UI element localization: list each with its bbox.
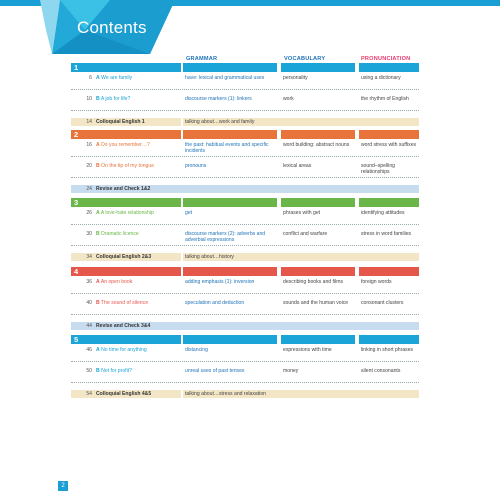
unit-bar-segment [359, 198, 419, 207]
unit-bar-segment [71, 198, 181, 207]
unit-bar-segment [281, 198, 355, 207]
row-divider [71, 293, 419, 294]
row-divider [71, 224, 419, 225]
unit-number: 3 [74, 198, 79, 207]
lesson-letter: A [96, 347, 100, 353]
lesson-title[interactable] [96, 142, 184, 148]
lesson-pronunciation: using a dictionary [361, 75, 401, 81]
lesson-title[interactable] [96, 210, 184, 216]
lesson-grammar: unreal uses of past tenses [185, 368, 245, 374]
unit-bar [71, 267, 419, 276]
unit-bar-segment [281, 130, 355, 139]
lesson-title[interactable] [96, 75, 184, 81]
unit-bar [71, 335, 419, 344]
lesson-title-text: A love-hate relationship [100, 210, 154, 216]
lesson-letter: B [96, 368, 100, 374]
colloquial-english-band[interactable] [71, 390, 419, 398]
lesson-grammar: pronouns [185, 163, 207, 169]
page-title: Contents [77, 18, 147, 37]
column-header-vocabulary: VOCABULARY [284, 56, 326, 62]
lesson-page: 46 [86, 347, 92, 353]
lesson-pronunciation: stress in word families [361, 231, 412, 237]
row-divider [71, 156, 419, 157]
unit-number: 5 [74, 335, 79, 344]
lesson-pronunciation: silent consonants [361, 368, 401, 374]
lesson-pronunciation: foreign words [361, 279, 392, 285]
lesson-title-text: Not for profit? [101, 368, 132, 374]
lesson-title-text: We are family [101, 75, 133, 81]
unit-bar-segment [281, 335, 355, 344]
lesson-title[interactable] [96, 279, 184, 285]
unit-bar-segment [183, 335, 277, 344]
unit-bar-segment [71, 335, 181, 344]
lesson-pronunciation: linking in short phrases [361, 347, 414, 353]
lesson-pronunciation: identifying attitudes [361, 210, 405, 216]
lesson-grammar: get [185, 210, 193, 216]
unit-bar-segment [71, 63, 181, 72]
band-description: talking about…work and family [185, 119, 255, 125]
colloquial-english-band[interactable] [71, 118, 419, 126]
lesson-letter: B [96, 163, 100, 169]
row-divider [71, 89, 419, 90]
lesson-vocabulary: describing books and films [283, 279, 344, 285]
lesson-grammar: discourse markers (1): linkers [185, 96, 252, 102]
unit-bar-segment [183, 267, 277, 276]
unit-bar-segment [281, 267, 355, 276]
row-divider [71, 382, 419, 383]
lesson-pronunciation: word stress with suffixes [361, 142, 417, 148]
lesson-title[interactable] [96, 96, 184, 102]
band-label: Revise and Check 1&2 [96, 186, 151, 192]
lesson-vocabulary: phrases with get [283, 210, 321, 216]
band-page: 24 [86, 186, 92, 192]
unit-bar [71, 63, 419, 72]
band-page: 54 [86, 391, 92, 397]
revise-check-band[interactable] [71, 322, 419, 330]
band-description: talking about…history [185, 254, 234, 260]
lesson-page: 40 [86, 300, 92, 306]
lesson-page: 6 [89, 75, 92, 81]
unit-bar-segment [71, 267, 181, 276]
lesson-pronunciation: consonant clusters [361, 300, 404, 306]
lesson-letter: A [96, 142, 100, 148]
unit-bar-segment [359, 63, 419, 72]
unit-bar-segment [359, 335, 419, 344]
lesson-page: 20 [86, 163, 92, 169]
row-divider [71, 314, 419, 315]
lesson-vocabulary: work [283, 96, 294, 102]
lesson-vocabulary: lexical areas [283, 163, 312, 169]
unit-bar [71, 198, 419, 207]
lesson-letter: B [96, 300, 100, 306]
unit-number: 2 [74, 130, 79, 139]
unit-bar-segment [183, 130, 277, 139]
lesson-vocabulary: personality [283, 75, 308, 81]
lesson-grammar: adding emphasis (1): inversion [185, 279, 255, 285]
unit-bar-segment [359, 267, 419, 276]
page-number: 2 [58, 481, 68, 491]
band-label: Colloquial English 4&5 [96, 391, 152, 397]
unit-bar-segment [183, 198, 277, 207]
row-divider [71, 245, 419, 246]
unit-bar-segment [281, 63, 355, 72]
lesson-vocabulary: sounds and the human voice [283, 300, 349, 306]
lesson-title[interactable] [96, 368, 184, 374]
lesson-title-text: The sound of silence [101, 300, 149, 306]
lesson-pronunciation: the rhythm of English [361, 96, 409, 102]
unit-bar-segment [183, 63, 277, 72]
lesson-title-text: Do you remember…? [101, 142, 150, 148]
header-banner [0, 0, 500, 54]
unit-number: 1 [74, 63, 79, 72]
lesson-title[interactable] [96, 163, 184, 169]
lesson-title[interactable] [96, 347, 184, 353]
lesson-title-text: On the tip of my tongue [101, 163, 155, 169]
unit-bar [71, 130, 419, 139]
band-page: 44 [86, 323, 92, 329]
lesson-page: 16 [86, 142, 92, 148]
lesson-vocabulary: conflict and warfare [283, 231, 328, 237]
band-description: talking about…stress and relaxation [185, 391, 266, 397]
colloquial-english-band[interactable] [71, 253, 419, 261]
lesson-title-text: No time for anything [101, 347, 147, 353]
unit-bar-segment [71, 130, 181, 139]
lesson-vocabulary: expressions with time [283, 347, 332, 353]
lesson-grammar: the past: habitual events and specific incidents [185, 142, 269, 155]
lesson-page: 10 [86, 96, 92, 102]
band-page: 34 [86, 254, 92, 260]
row-divider [71, 177, 419, 178]
lesson-letter: B [96, 231, 100, 237]
column-header-grammar: GRAMMAR [186, 56, 218, 62]
lesson-grammar: discourse markers (2): adverbs and adverbial expressions [185, 231, 266, 244]
lesson-letter: A [96, 279, 100, 285]
band-label: Revise and Check 3&4 [96, 323, 151, 329]
lesson-title[interactable] [96, 231, 184, 237]
lesson-grammar: have: lexical and grammatical uses [185, 75, 265, 81]
lesson-grammar: distancing [185, 347, 208, 353]
lesson-title-text: A job for life? [100, 96, 131, 102]
lesson-page: 30 [86, 231, 92, 237]
lesson-page: 50 [86, 368, 92, 374]
unit-number: 4 [74, 267, 79, 276]
unit-bar-segment [359, 130, 419, 139]
lesson-page: 36 [86, 279, 92, 285]
row-divider [71, 361, 419, 362]
lesson-grammar: speculation and deduction [185, 300, 245, 306]
row-divider [71, 110, 419, 111]
lesson-pronunciation: sound–spelling relationships [361, 163, 395, 176]
lesson-vocabulary: money [283, 368, 299, 374]
band-label: Colloquial English 2&3 [96, 254, 152, 260]
band-page: 14 [86, 119, 92, 125]
lesson-vocabulary: word building: abstract nouns [283, 142, 350, 148]
band-label: Colloquial English 1 [96, 119, 145, 125]
revise-check-band[interactable] [71, 185, 419, 193]
lesson-letter: B [96, 96, 100, 102]
lesson-letter: A [96, 75, 100, 81]
lesson-title-text: An open book [100, 279, 133, 285]
lesson-page: 26 [86, 210, 92, 216]
lesson-title-text: Dramatic licence [101, 231, 139, 237]
lesson-letter: A [96, 210, 100, 216]
lesson-title[interactable] [96, 300, 184, 306]
column-header-pronunciation: PRONUNCIATION [361, 56, 411, 62]
header-decoration [0, 0, 500, 54]
